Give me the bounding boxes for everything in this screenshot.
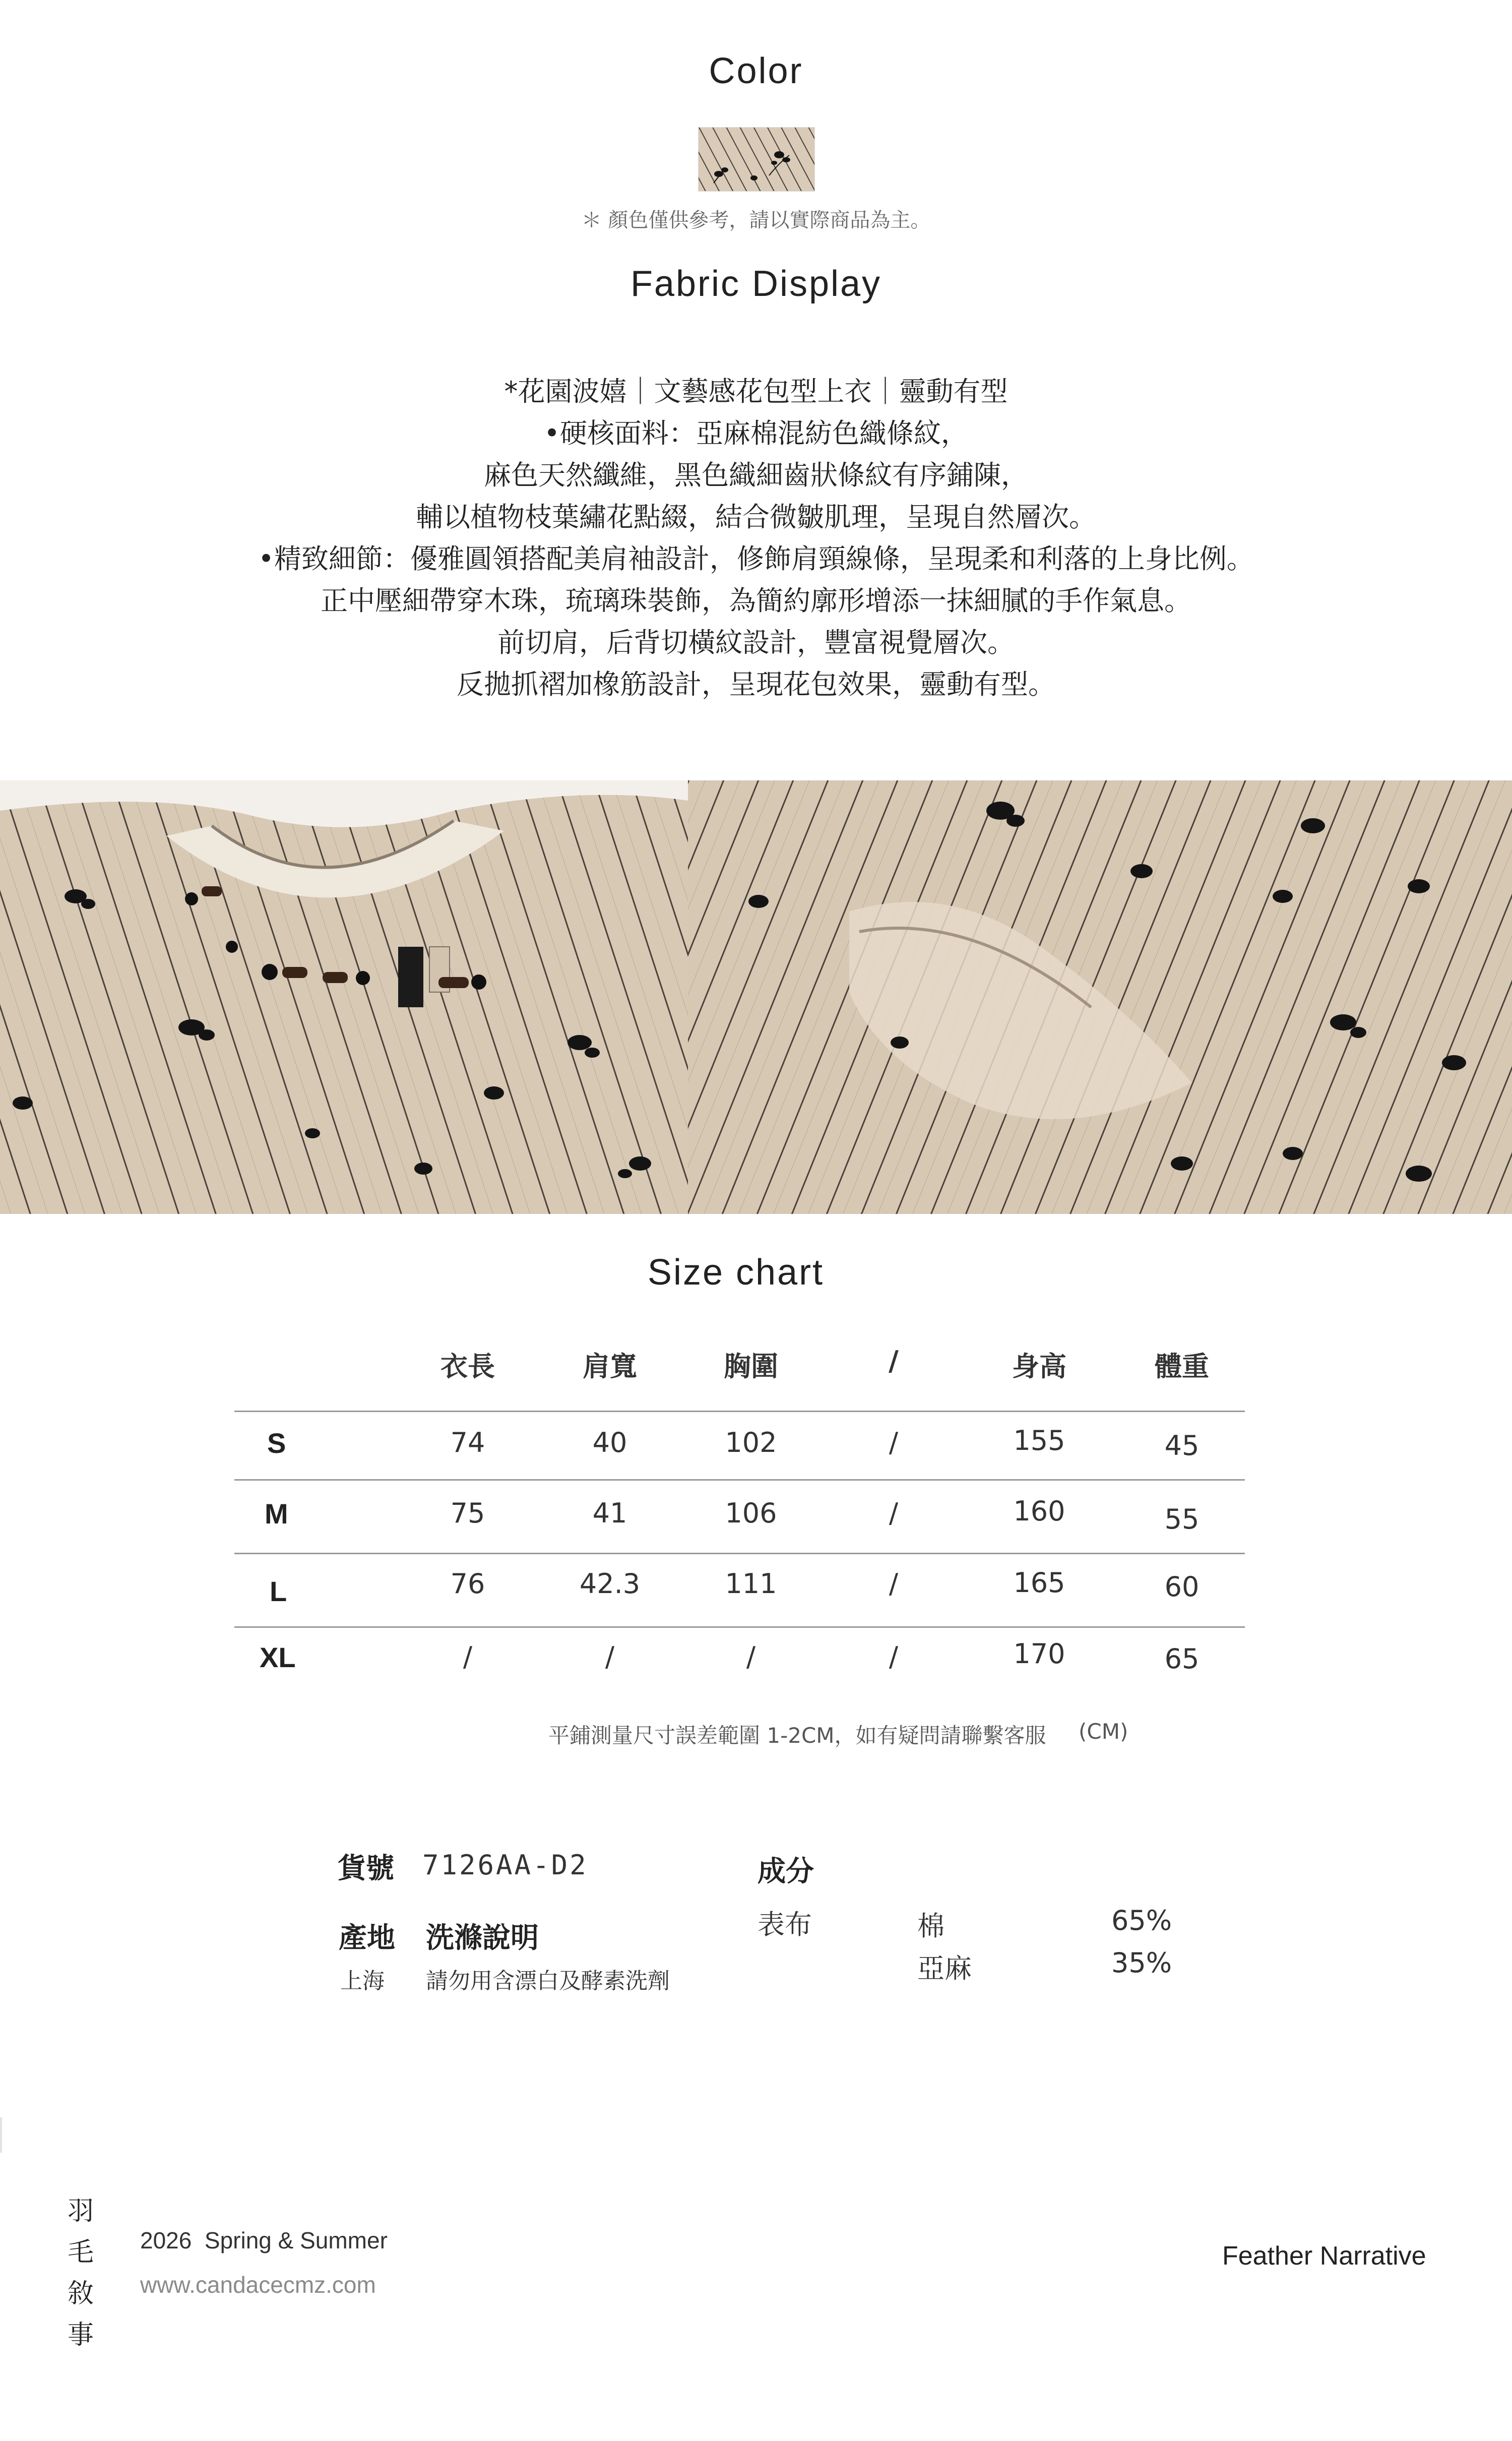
table-cell: 40 bbox=[592, 1427, 627, 1458]
table-cell: 41 bbox=[592, 1497, 627, 1529]
table-cell: 42.3 bbox=[579, 1568, 641, 1600]
brand-logo bbox=[63, 2190, 98, 2356]
table-cell: / bbox=[746, 1641, 756, 1673]
material-name: 亞麻 bbox=[917, 1952, 972, 1984]
logo-char: 羽 bbox=[67, 2196, 94, 2226]
table-cell: / bbox=[889, 1641, 899, 1673]
header-shoulder: 肩寬 bbox=[583, 1351, 637, 1382]
wash-label: 洗滌說明 bbox=[426, 1922, 539, 1955]
edge-mark bbox=[0, 2117, 2, 2153]
logo-char: 敘 bbox=[67, 2279, 94, 2309]
table-cell: 75 bbox=[450, 1497, 485, 1529]
table-cell: 74 bbox=[450, 1427, 485, 1458]
row-divider bbox=[234, 1553, 1245, 1554]
desc-line: *花園波嬉｜文藝感花包型上衣｜靈動有型 bbox=[504, 376, 1008, 407]
table-cell: / bbox=[889, 1427, 899, 1458]
table-cell: 60 bbox=[1164, 1571, 1200, 1603]
sleeve-detail-photo bbox=[688, 780, 1512, 1214]
header-divider: / bbox=[889, 1345, 899, 1377]
collar-detail-photo bbox=[0, 780, 688, 1214]
size-label: M bbox=[265, 1498, 288, 1530]
table-cell: 111 bbox=[725, 1568, 777, 1600]
table-cell: 102 bbox=[725, 1427, 777, 1458]
row-divider bbox=[234, 1479, 1245, 1481]
row-divider bbox=[234, 1411, 1245, 1412]
season: 2026 Spring & Summer bbox=[140, 2227, 388, 2253]
table-cell: / bbox=[605, 1641, 615, 1673]
origin: 上海 bbox=[340, 1968, 385, 1994]
size-note: 平鋪測量尺寸誤差範圍 1-2CM，如有疑問請聯繫客服 bbox=[548, 1723, 1046, 1748]
brand-name-en: Feather Narrative bbox=[1222, 2241, 1426, 2271]
material-name: 棉 bbox=[917, 1910, 944, 1942]
composition-label: 成分 bbox=[758, 1855, 814, 1888]
desc-line: 麻色天然纖維，黑色織細齒狀條紋有序鋪陳， bbox=[484, 459, 1028, 491]
header-chest: 胸圍 bbox=[724, 1351, 778, 1382]
fabric-description bbox=[0, 371, 1512, 705]
desc-line: 正中壓細帶穿木珠，琉璃珠裝飾，為簡約廓形增添一抹細膩的手作氣息。 bbox=[321, 585, 1191, 617]
fabric-label: 表布 bbox=[758, 1909, 812, 1940]
material-pct: 65% bbox=[1111, 1905, 1172, 1936]
table-cell: 65 bbox=[1164, 1643, 1200, 1675]
material-pct: 35% bbox=[1111, 1947, 1172, 1979]
size-label: L bbox=[270, 1575, 287, 1607]
desc-line: •硬核面料：亞麻棉混紡色織條紋， bbox=[544, 417, 968, 449]
size-unit: (CM) bbox=[1079, 1719, 1128, 1744]
size-label: XL bbox=[260, 1641, 296, 1673]
logo-char: 毛 bbox=[67, 2237, 94, 2268]
desc-line: 輔以植物枝葉繡花點綴，結合微皺肌理，呈現自然層次。 bbox=[416, 501, 1096, 533]
wash-instruction: 請勿用含漂白及酵素洗劑 bbox=[426, 1968, 670, 1994]
header-weight: 體重 bbox=[1155, 1351, 1209, 1382]
table-cell: 165 bbox=[1013, 1567, 1065, 1599]
header-length: 衣長 bbox=[440, 1351, 495, 1382]
desc-line: •精致細節：優雅圓領搭配美肩袖設計，修飾肩頸線條，呈現柔和利落的上身比例。 bbox=[258, 543, 1254, 575]
table-cell: 160 bbox=[1013, 1495, 1065, 1527]
desc-line: 反拋抓褶加橡筋設計，呈現花包效果，靈動有型。 bbox=[457, 668, 1055, 700]
size-label: S bbox=[267, 1427, 286, 1459]
website-link[interactable]: www.candacecmz.com bbox=[140, 2272, 376, 2298]
fabric-title: Fabric Display bbox=[630, 264, 882, 304]
color-title: Color bbox=[709, 51, 803, 91]
item-no: 7126AA-D2 bbox=[422, 1849, 588, 1881]
table-cell: 45 bbox=[1164, 1430, 1200, 1461]
header-height: 身高 bbox=[1012, 1351, 1066, 1382]
color-swatch[interactable] bbox=[698, 127, 815, 192]
table-cell: / bbox=[889, 1568, 899, 1600]
table-cell: / bbox=[463, 1641, 473, 1673]
desc-line: 前切肩，后背切橫紋設計，豐富視覺層次。 bbox=[497, 627, 1015, 658]
origin-label: 產地 bbox=[339, 1922, 395, 1955]
table-cell: 55 bbox=[1164, 1503, 1200, 1535]
item-no-label: 貨號 bbox=[338, 1852, 394, 1885]
table-cell: 155 bbox=[1013, 1425, 1065, 1456]
table-cell: / bbox=[889, 1497, 899, 1529]
table-cell: 76 bbox=[450, 1568, 485, 1600]
logo-char: 事 bbox=[67, 2320, 94, 2350]
size-chart-title: Size chart bbox=[647, 1252, 825, 1293]
color-note: ＊ 顏色僅供參考，請以實際商品為主。 bbox=[581, 209, 931, 232]
table-cell: 170 bbox=[1013, 1638, 1065, 1670]
row-divider bbox=[234, 1626, 1245, 1628]
table-cell: 106 bbox=[725, 1497, 777, 1529]
